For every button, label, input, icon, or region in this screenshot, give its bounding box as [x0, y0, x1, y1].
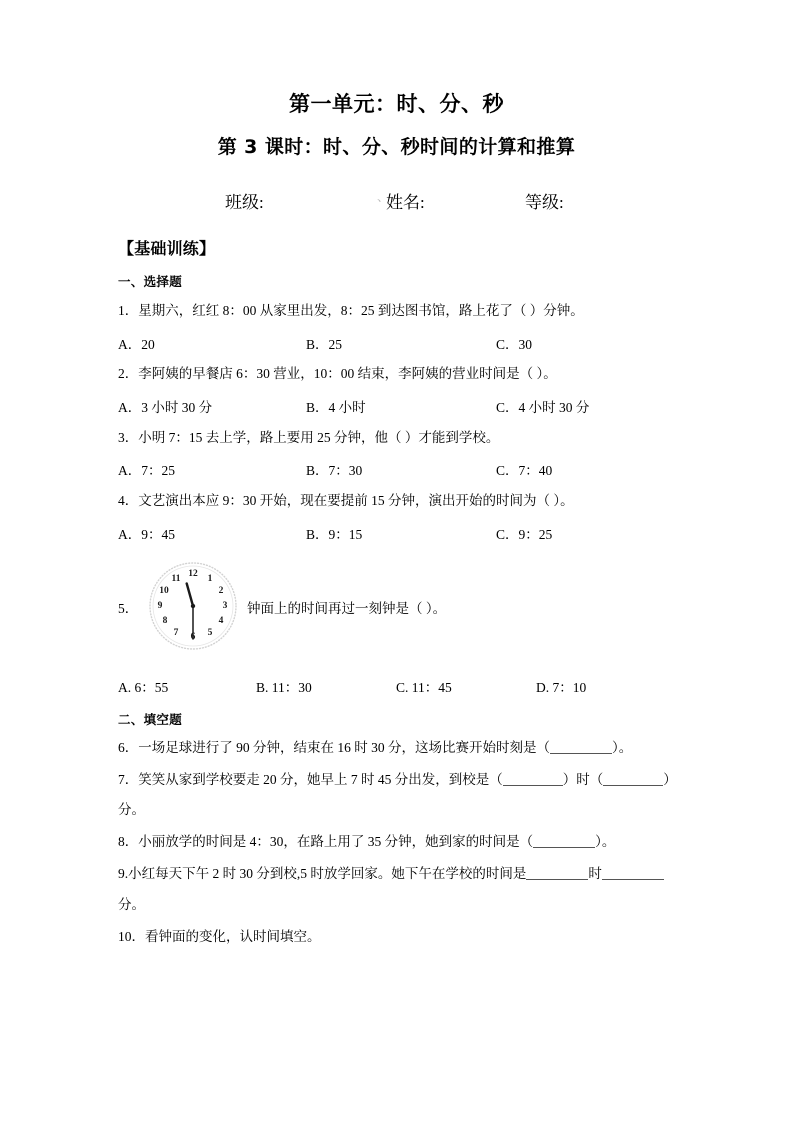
clock-numeral-7: 7 [173, 628, 179, 638]
page-title: 第一单元：时、分、秒 [289, 92, 504, 116]
question-10 [118, 927, 321, 946]
question-2 [118, 364, 557, 383]
clock-numeral-12: 12 [188, 569, 198, 579]
question-1-number: 1． [118, 303, 139, 318]
question-4-options [118, 523, 718, 543]
clock-face [148, 561, 238, 651]
question-3-number: 3． [118, 430, 139, 445]
question-7-line1 [118, 770, 677, 789]
question-5-number: 5． [118, 601, 139, 616]
answer-blank-7a[interactable] [503, 772, 563, 786]
question-7-text-mid: ）时（ [562, 772, 604, 787]
question-10-text: 看钟面的变化，认时间填空。 [145, 929, 321, 944]
question-8-number: 8． [118, 834, 139, 849]
clock-numeral-6: 6 [190, 632, 196, 642]
section-heading-fill: 二、填空题 [118, 712, 183, 727]
question-6-number: 6． [118, 740, 139, 755]
option-2-b[interactable]: B．4 小时 [306, 400, 366, 415]
question-6 [118, 738, 632, 757]
option-3-c[interactable]: C．7：40 [496, 463, 553, 478]
grade-label: 等级: [525, 193, 564, 212]
option-5-d[interactable]: D. 7：10 [536, 680, 587, 695]
option-4-c[interactable]: C．9：25 [496, 527, 553, 542]
option-5-a[interactable]: A. 6：55 [118, 680, 169, 695]
student-info-row [225, 188, 625, 212]
stray-mark: 、 [377, 190, 390, 204]
option-4-a[interactable]: A．9：45 [118, 527, 175, 542]
question-4 [118, 491, 574, 510]
clock-numeral-10: 10 [159, 586, 169, 596]
option-5-c[interactable]: C. 11：45 [396, 680, 452, 695]
question-1-options [118, 333, 718, 353]
question-8-text-before: 小丽放学的时间是 4：30，在路上用了 35 分钟，她到家的时间是（ [138, 834, 534, 849]
question-2-options [118, 396, 718, 416]
question-7-text-after: ） [663, 772, 677, 787]
answer-blank-8[interactable] [533, 834, 595, 848]
question-4-text: 文艺演出本应 9：30 开始，现在要提前 15 分钟，演出开始的时间为（ ）。 [138, 493, 574, 508]
option-4-b[interactable]: B．9：15 [306, 527, 363, 542]
question-7-text-before: 笑笑从家到学校要走 20 分，她早上 7 时 45 分出发，到校是（ [138, 772, 503, 787]
question-9-line2: 分。 [118, 897, 145, 912]
question-1-text: 星期六，红红 8：00 从家里出发，8：25 到达图书馆，路上花了（ ）分钟。 [138, 303, 584, 318]
question-3-text: 小明 7：15 去上学，路上要用 25 分钟，他（ ）才能到学校。 [138, 430, 500, 445]
option-2-c[interactable]: C．4 小时 30 分 [496, 400, 590, 415]
clock-numeral-2: 2 [218, 586, 224, 596]
page-subtitle: 第 3 课时：时、分、秒时间的计算和推算 [217, 136, 576, 158]
section-heading-choice: 一、选择题 [118, 274, 183, 289]
question-9-number: 9. [118, 866, 129, 881]
question-8 [118, 832, 615, 851]
clock-numeral-4: 4 [218, 616, 224, 626]
question-4-number: 4． [118, 493, 139, 508]
question-9-text-mid: 时 [588, 866, 602, 881]
clock-numeral-1: 1 [207, 574, 213, 584]
option-1-a[interactable]: A．20 [118, 337, 155, 352]
option-5-b[interactable]: B. 11：30 [256, 680, 312, 695]
question-3-options [118, 459, 718, 479]
class-label: 班级: [225, 193, 264, 212]
question-6-text-after: ）。 [612, 740, 633, 755]
answer-blank-9a[interactable] [526, 866, 588, 880]
option-2-a[interactable]: A．3 小时 30 分 [118, 400, 213, 415]
question-8-text-after: ）。 [595, 834, 616, 849]
question-1 [118, 301, 584, 320]
question-3 [118, 428, 499, 447]
question-10-number: 10． [118, 929, 145, 944]
question-2-number: 2． [118, 366, 139, 381]
question-2-text: 李阿姨的早餐店 6：30 营业，10：00 结束，李阿姨的营业时间是（ ）。 [138, 366, 557, 381]
basic-training-heading: 【基础训练】 [118, 239, 216, 258]
clock-numeral-3: 3 [222, 601, 228, 611]
option-1-b[interactable]: B．25 [306, 337, 343, 352]
clock-numeral-11: 11 [171, 574, 181, 584]
question-5-text: 钟面上的时间再过一刻钟是（ ）。 [247, 601, 447, 616]
clock-numeral-9: 9 [157, 601, 163, 611]
question-5-options [118, 676, 718, 696]
question-7-number: 7． [118, 772, 139, 787]
question-9-text-before: 小红每天下午 2 时 30 分到校,5 时放学回家。她下午在学校的时间是 [128, 866, 527, 881]
question-6-text-before: 一场足球进行了 90 分钟，结束在 16 时 30 分，这场比赛开始时刻是（ [138, 740, 550, 755]
clock-numeral-5: 5 [207, 628, 213, 638]
option-3-a[interactable]: A．7：25 [118, 463, 175, 478]
answer-blank-9b[interactable] [602, 866, 664, 880]
question-9-line1 [118, 864, 664, 883]
option-3-b[interactable]: B．7：30 [306, 463, 363, 478]
answer-blank-7b[interactable] [603, 772, 663, 786]
name-label: 姓名: [386, 193, 425, 212]
clock-numeral-8: 8 [162, 616, 168, 626]
answer-blank-6[interactable] [550, 740, 612, 754]
option-1-c[interactable]: C．30 [496, 337, 533, 352]
question-7-line2: 分。 [118, 802, 145, 817]
